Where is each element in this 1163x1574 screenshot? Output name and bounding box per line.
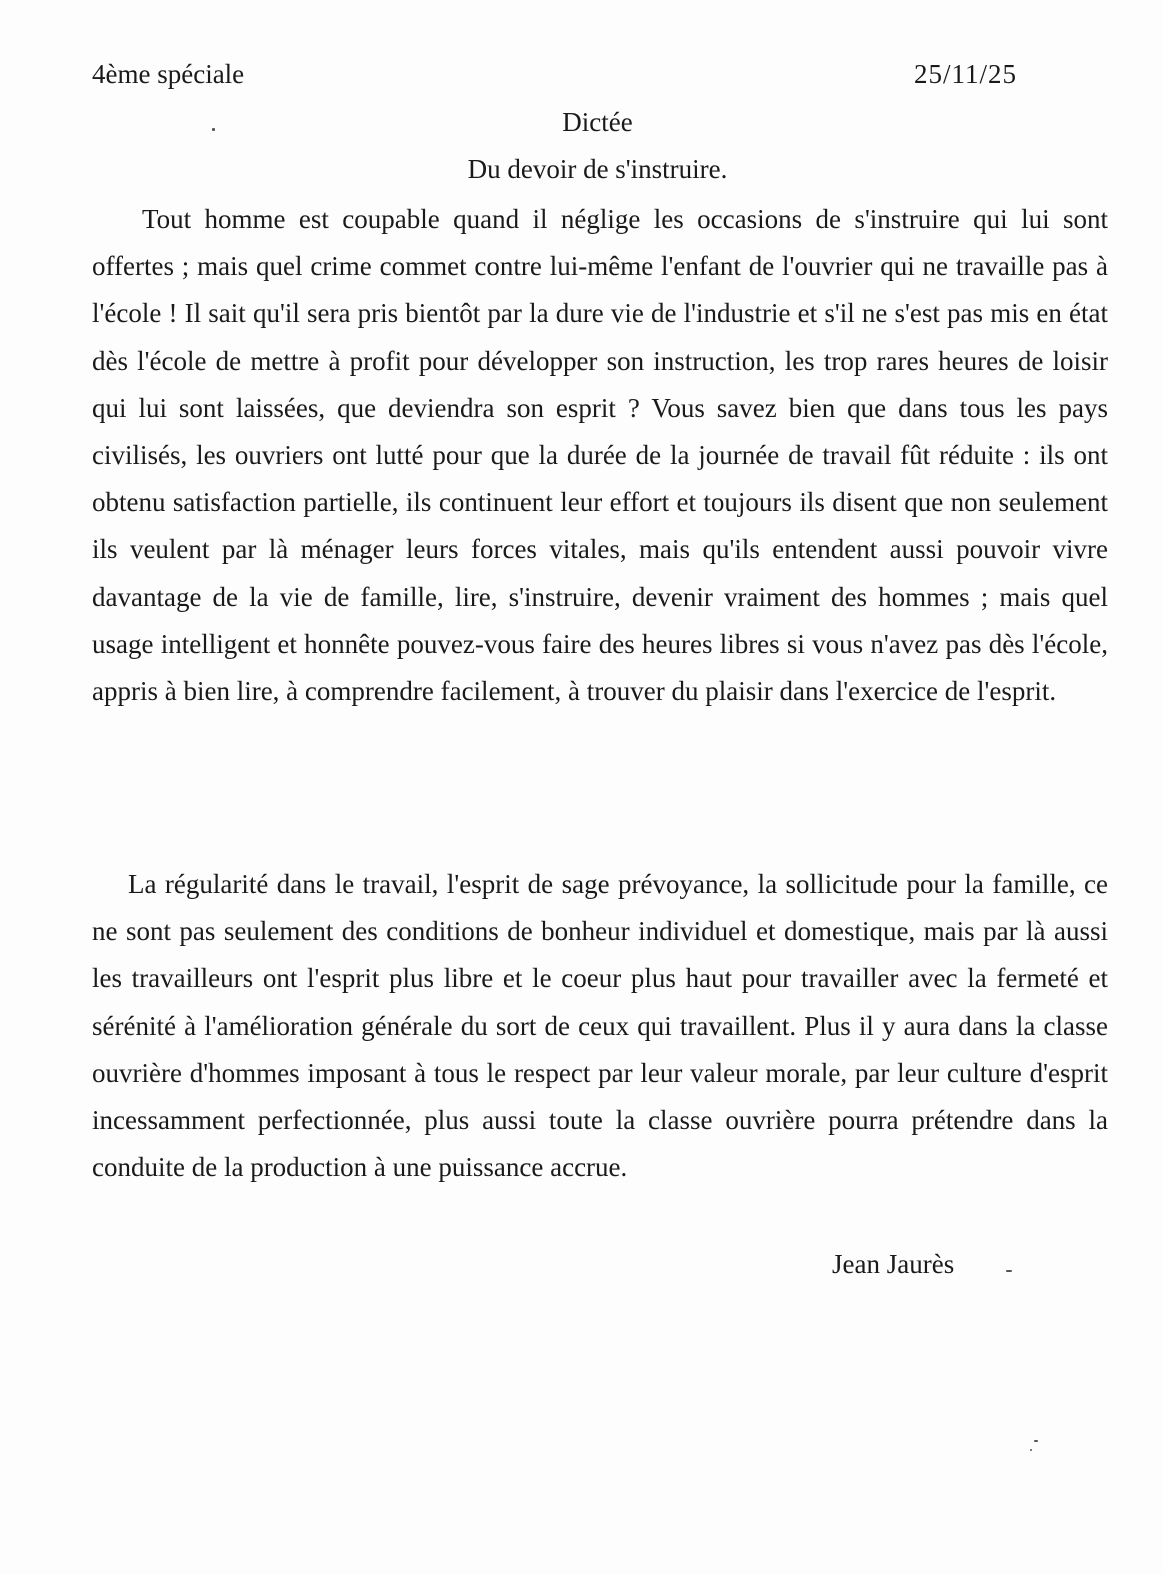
scan-speck	[1030, 1449, 1032, 1451]
paragraph-1: Tout homme est coupable quand il néglige les occasions de s'instruire qui lui sont offertes ; mais quel crime commet contre lui-même l'enfant de l'ouvrier qui ne travaille pas à l'école ! Il sait qu'il sera pris bientôt par la dure vie de l'industrie et s'il ne s'est pas mis en état dès l'école de mettre à profit pour développer son instruction, les trop rares heures de loisir qui lui sont laissées, que deviendra son esprit ? Vous savez bien que dans tous les pays civilisés, les ouvriers ont lutté pour que la durée de la journée de travail fût réduite : ils ont obtenu satisfaction partielle, ils continuent leur effort et toujours ils disent que non seulement ils veulent par là ménager leurs forces vitales, mais qu'ils entendent aussi pouvoir vivre davantage de la vie de famille, lire, s'instruire, devenir vraiment des hommes ; mais quel usage intelligent et honnête pouvez-vous faire des heures libres si vous n'avez pas dès l'école, appris à bien lire, à comprendre facilement, à trouver du plaisir dans l'exercice de l'esprit.	[92, 204, 1108, 707]
paragraph-2: La régularité dans le travail, l'esprit de sage prévoyance, la sollicitude pour la famille, ce ne sont pas seulement des conditions de bonheur individuel et domestique, mais par là aussi les travailleurs ont l'esprit plus libre et le coeur plus haut pour travailler avec la fermeté et sérénité à l'amélioration générale du sort de ceux qui travaillent. Plus il y aura dans la classe ouvrière d'hommes imposant à tous le respect par leur valeur morale, par leur culture d'esprit incessamment perfectionnée, plus aussi toute la classe ouvrière pourra prétendre dans la conduite de la production à une puissance accrue.	[92, 869, 1108, 1183]
scan-speck	[212, 128, 215, 131]
scan-speck	[1034, 1440, 1038, 1442]
document-subtitle: Du devoir de s'instruire.	[467, 154, 728, 184]
scan-speck	[1006, 1270, 1012, 1272]
date-label: 25/11/25	[914, 59, 1018, 89]
document-title: Dictée	[562, 107, 633, 137]
class-label: 4ème spéciale	[92, 59, 245, 89]
author-signature: Jean Jaurès	[832, 1249, 955, 1279]
